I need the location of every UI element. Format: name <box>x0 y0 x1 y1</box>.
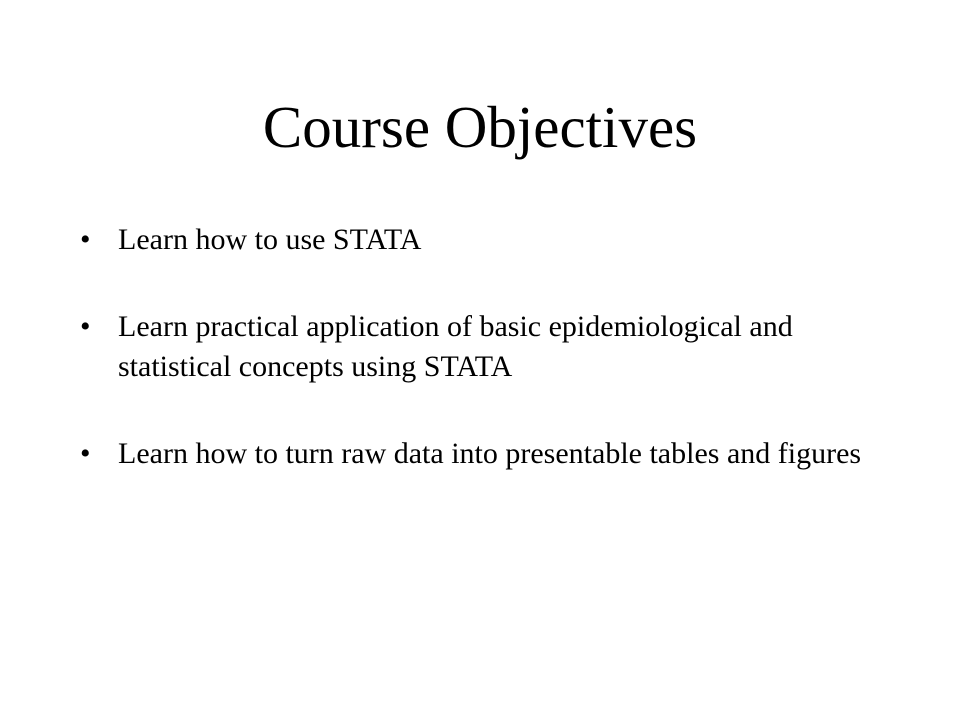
bullet-icon: • <box>80 223 91 256</box>
bullet-text: Learn practical application of basic epidemiological and statistical concepts using STATA <box>118 310 793 383</box>
bullet-icon: • <box>80 310 91 343</box>
bullet-text: Learn how to use STATA <box>118 223 422 256</box>
bullet-item <box>80 434 880 474</box>
bullet-list <box>80 220 880 521</box>
bullet-item <box>80 307 880 387</box>
slide-title: Course Objectives <box>262 94 698 160</box>
bullet-text: Learn how to turn raw data into presentable tables and figures <box>118 437 862 470</box>
bullet-icon: • <box>80 437 91 470</box>
bullet-item <box>80 220 880 260</box>
